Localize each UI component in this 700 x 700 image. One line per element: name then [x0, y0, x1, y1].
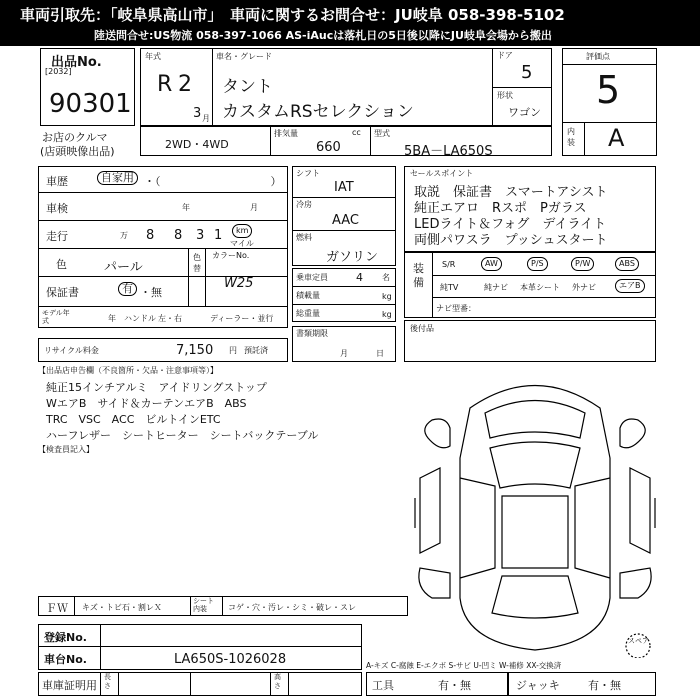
name-label: 車名・グレード	[216, 52, 272, 61]
spare-label: スペア	[628, 637, 649, 645]
header-transport-line: 陸送問合せ:US物流 058-397-1066 AS-iAucは落札日の5日後以降にJU岐阜会場から搬出	[94, 29, 552, 42]
year-month: 3	[193, 106, 202, 121]
mileage-label: 走行	[46, 230, 68, 243]
warranty-label: 保証書	[46, 286, 79, 299]
equip-sr: S/R	[442, 260, 456, 269]
docs-period-month: 月	[340, 349, 348, 358]
body-type-value: ワゴン	[508, 106, 541, 119]
load-unit: kg	[382, 292, 392, 301]
lot-number: 90301	[49, 89, 132, 119]
car-hood-shape	[485, 401, 585, 439]
history-value: 自家用	[97, 171, 138, 185]
tools-value: 有・無	[438, 679, 471, 692]
load-label: 積載量	[296, 291, 320, 300]
chassis-value: LA650S-1026028	[174, 652, 287, 667]
mileage-digit-3: 3	[196, 228, 205, 243]
score-label: 評価点	[586, 52, 610, 61]
mileage-unit-km: km	[232, 224, 252, 238]
note-line-1: 純正15インチアルミ アイドリングストップ	[46, 381, 267, 394]
equipment-label: 装備	[413, 262, 424, 289]
doors-label: ドア	[497, 51, 513, 60]
warranty-yes: 有	[118, 282, 137, 296]
equip-pw: P/W	[571, 257, 594, 271]
equip-airbag: エアB	[615, 279, 645, 293]
warranty-no: ・無	[140, 286, 162, 299]
length-label: 長さ	[104, 673, 111, 690]
right-side-panel	[630, 468, 650, 553]
lot-label: 出品No.	[51, 55, 102, 70]
aftermarket-box	[404, 320, 656, 362]
year-month-unit: 月	[202, 114, 210, 123]
mileage-man: 万	[120, 231, 128, 240]
left-side-panel	[420, 468, 440, 553]
car-windshield-shape	[490, 442, 580, 488]
equip-ps: P/S	[527, 257, 548, 271]
equip-ext-navi: 外ナビ	[572, 283, 596, 292]
shift-value: IAT	[334, 180, 354, 195]
notes-label: 【出品店申告欄（不良箇所・欠品・注意事項等）】	[38, 366, 218, 375]
equip-tv: 純TV	[440, 283, 459, 292]
recycle-label: リサイクル料金	[44, 346, 99, 355]
recycle-unit: 円	[229, 346, 237, 355]
color-value: パール	[104, 260, 143, 275]
rear-right-fender-shape	[620, 568, 651, 598]
body-type-label: 形状	[497, 91, 513, 100]
auction-header	[0, 0, 700, 46]
height-label: 高さ	[274, 673, 281, 690]
inspection-year-unit: 年	[182, 203, 190, 212]
recycle-value: 7,150	[176, 343, 214, 358]
recycle-deposit: 預託済	[244, 346, 268, 355]
inspector-label: 【検査員記入】	[38, 445, 94, 454]
header-pickup-line: 車両引取先：「岐阜県高山市」 車両に関するお問合せ：JU岐阜 058-398-5102	[20, 6, 565, 24]
interior-value: A	[608, 124, 625, 152]
fuel-value: ガソリン	[326, 250, 379, 265]
inspection-label: 車検	[46, 202, 68, 215]
equip-leather: 本革シート	[520, 283, 560, 292]
jack-value: 有・無	[588, 679, 621, 692]
color-code-value: W25	[224, 276, 254, 291]
mileage-unit-mile: マイル	[230, 239, 254, 248]
displacement-unit: cc	[352, 128, 361, 137]
equip-abs: ABS	[615, 257, 639, 271]
inspection-month-unit: 月	[250, 203, 258, 212]
chassis-label: 車台No.	[44, 653, 87, 666]
seat-items: コゲ・穴・汚レ・シミ・破レ・スレ	[228, 603, 356, 612]
doors-value: 5	[521, 62, 533, 83]
garage-cert-label: 車庫証明用	[42, 679, 97, 692]
fw-items: キズ・トビ石・割レＸ	[82, 603, 162, 612]
handle-value: 左・右	[158, 314, 182, 323]
fw-label: ＦＷ	[46, 602, 68, 615]
docs-period-day: 日	[376, 349, 384, 358]
capacity-value: 4	[356, 271, 363, 284]
equip-navi: 純ナビ	[484, 283, 508, 292]
car-body-outline	[460, 386, 610, 651]
color-label: 色	[56, 258, 67, 271]
capacity-label: 乗車定員	[296, 273, 328, 282]
score-value: 5	[596, 68, 621, 112]
gross-label: 総重量	[296, 309, 320, 318]
gross-unit: kg	[382, 310, 392, 319]
displacement-value: 660	[316, 140, 341, 155]
car-roof-shape	[502, 496, 568, 568]
note-line-4: ハーフレザー シートヒーター シートバックテーブル	[46, 429, 319, 442]
handle-label: ハンドル	[124, 314, 156, 323]
year-era: R	[157, 72, 173, 97]
mileage-digit-2: 8	[174, 228, 183, 243]
lot-code: [2032]	[45, 67, 72, 76]
history-rest: ・（ ）	[144, 175, 282, 188]
front-right-fender-shape	[620, 419, 645, 448]
drive-label: 2WD・4WD	[165, 138, 229, 151]
lot-box	[40, 48, 135, 126]
reg-no-label: 登録No.	[44, 631, 87, 644]
left-door-line	[460, 478, 495, 578]
capacity-unit: 名	[382, 273, 390, 282]
right-door-line	[575, 478, 610, 578]
note-line-3: TRC VSC ACC ビルトインETC	[46, 413, 221, 426]
sales-point-line-4: 両側パワスラ プッシュスタート	[414, 233, 608, 248]
equip-aw: AW	[481, 257, 502, 271]
aftermarket-label: 後付品	[410, 324, 434, 333]
seat-label: シート内装	[193, 597, 214, 613]
grade-name: カスタムRSセレクション	[222, 102, 414, 122]
navi-model-label: ナビ型番：	[436, 304, 476, 313]
car-damage-diagram	[410, 368, 660, 658]
dealer-label: ディーラー・並行	[210, 314, 274, 323]
model-code-value: 5BA－LA650S	[404, 144, 493, 159]
sales-point-line-3: LEDライト＆フォグ デイライト	[414, 217, 607, 232]
mileage-digit-1: 8	[146, 228, 155, 243]
docs-period-label: 書類期限	[296, 329, 328, 338]
year-label: 年式	[145, 52, 161, 61]
model-name: タント	[222, 77, 273, 97]
note-line-2: WエアB サイド＆カーテンエアB ABS	[46, 397, 247, 410]
color-code-label: カラーNo.	[212, 251, 250, 260]
store-car-label: お店のクルマ	[42, 131, 108, 144]
color-change-label: 色替	[193, 253, 201, 273]
model-code-label: 型式	[374, 129, 390, 138]
interior-label: 内装	[567, 127, 575, 147]
model-year-unit: 年	[108, 314, 116, 323]
mileage-digit-4: 1	[214, 228, 223, 243]
store-video-label: (店頭映像出品)	[40, 145, 115, 158]
car-rear-window-shape	[492, 576, 578, 618]
tools-label: 工具	[372, 679, 394, 692]
sales-point-line-1: 取説 保証書 スマートアシスト	[414, 185, 608, 200]
rear-left-fender-shape	[419, 568, 450, 598]
model-year-label: モデル年式	[42, 309, 70, 325]
sales-points-label: セールスポイント	[410, 169, 474, 178]
fuel-label: 燃料	[296, 233, 312, 242]
damage-legend: A-キズ C-腐蝕 E-エクボ S-サビ U-凹ミ W-補修 XX-交換済	[366, 661, 562, 670]
year-number: 2	[178, 72, 192, 97]
jack-label: ジャッキ	[516, 679, 560, 692]
front-left-fender-shape	[425, 419, 450, 448]
shift-label: シフト	[296, 169, 320, 178]
sales-point-line-2: 純正エアロ Rスポ Pガラス	[414, 201, 587, 216]
displacement-label: 排気量	[274, 129, 298, 138]
ac-value: AAC	[332, 213, 359, 228]
ac-label: 冷房	[296, 200, 312, 209]
history-label: 車歴	[46, 175, 68, 188]
